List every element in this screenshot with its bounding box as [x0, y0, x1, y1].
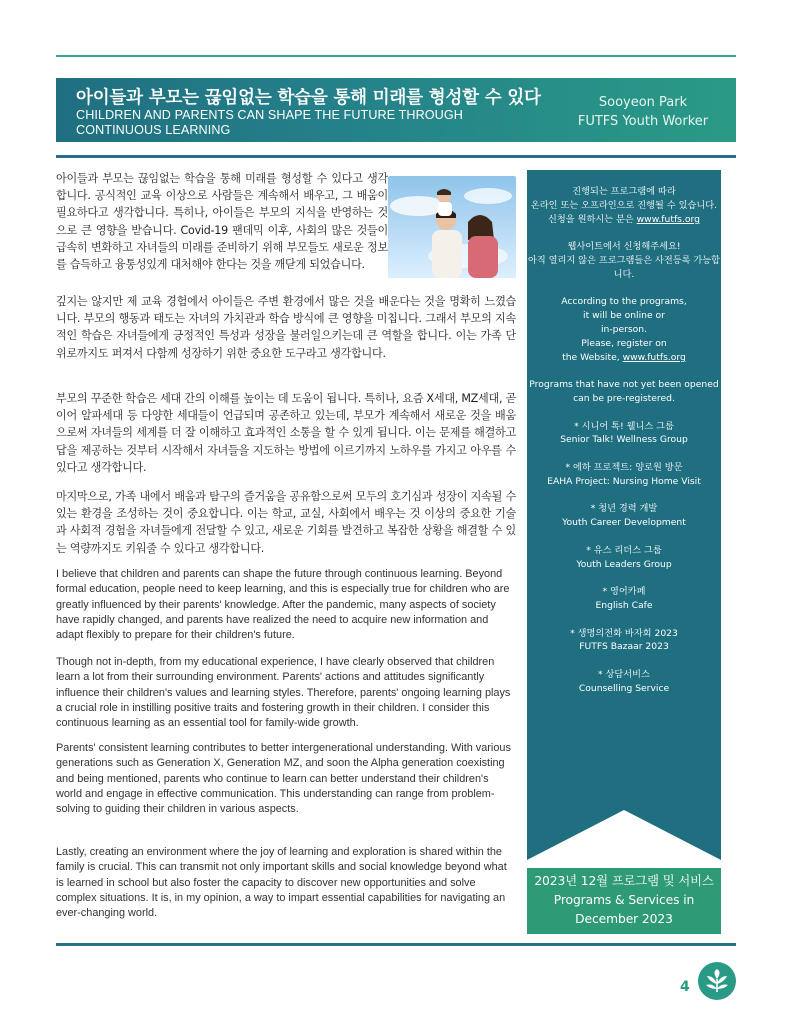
program-en: FUTFS Bazaar 2023	[579, 641, 669, 653]
notice-en-line-4: Please, register on	[581, 337, 667, 349]
program-kr: * 영어카페	[602, 586, 646, 598]
program-item	[527, 668, 721, 696]
notice-kr-line-3	[527, 213, 721, 227]
program-item	[527, 420, 721, 448]
notice-kr-line-2: 온라인 또는 오프라인으로 진행될 수 있습니다.	[530, 199, 718, 211]
program-en: Youth Leaders Group	[576, 558, 672, 570]
notice-en-line-3: in-person.	[600, 323, 648, 335]
notice-en-line-1: According to the programs,	[561, 296, 687, 308]
english-paragraph-4: Lastly, creating an environment where the joy of learning and exploration is shared within the family is crucial. This can transmit not only important skills and social knowledge beyond what is learned in school but also foster the capacity to discover new opportunities and solve complex situations. It is, in my opinion, a way to impart essential capabilities for navigating an ever-changing world.	[56, 846, 507, 920]
december-programs-box: 2023년 12월 프로그램 및 서비스 Programs & Services in December 2023	[527, 868, 721, 934]
english-paragraph-3: Parents' consistent learning contributes to better intergenerational understanding. With various generations such as Generation X, Generation MZ, and soon the Alpha generation coexisting and being mentioned, parents who continue to learn can better understand their children's world and engage in effective communication. This understanding can range from problem-solving to guiding their children in various aspects.	[56, 742, 511, 816]
korean-paragraph-3: 부모의 꾸준한 학습은 세대 간의 이해를 높이는 데 도움이 됩니다. 특히나, 요즘 X세대, MZ세대, 곧이어 알파세대 등 다양한 세대들이 언급되며 공존하고 있는데, 부모가 계속해서 새로운 것을 배움으로써 자녀들의 세계를 더 잘 이해하고 효과적인 소통을 할 수 있게 됩니다. 이는 문제를 해결하고 답을 제공하는 것부터 시작해서 자녀들을 지도하는 방법에 이르기까지 노하우를 가지고 아우를 수 있다고 생각합니다.	[56, 392, 516, 474]
korean-title: 아이들과 부모는 끊임없는 학습을 통해 미래를 형성할 수 있다	[76, 88, 541, 108]
program-item	[527, 585, 721, 613]
notice-preregister: Programs that have not yet been opened can be pre-registered.	[529, 379, 719, 404]
author-block	[568, 93, 718, 131]
program-kr: * 청년 경력 개발	[590, 503, 658, 515]
header-divider	[56, 155, 736, 158]
notice-en-line-2: it will be online or	[583, 310, 665, 322]
english-title	[76, 108, 516, 138]
family-photo	[388, 176, 516, 278]
website-link-en[interactable]: www.futfs.org	[622, 351, 686, 363]
english-title-line-1: CHILDREN AND PARENTS CAN SHAPE THE FUTURE THROUGH	[76, 108, 463, 122]
futfs-leaf-logo-icon	[698, 962, 736, 1000]
author-name: Sooyeon Park	[598, 95, 688, 110]
notice-korean	[527, 185, 721, 226]
program-en: English Cafe	[595, 599, 653, 611]
notice-kr-line-5: 아직 열리지 않은 프로그램들은 사전등록 가능합니다.	[527, 254, 721, 280]
program-item	[527, 502, 721, 530]
korean-paragraph-4: 마지막으로, 가족 내에서 배움과 탐구의 즐거움을 공유함으로써 모두의 호기심과 성장이 지속될 수 있는 환경을 조성하는 것이 중요합니다. 이는 학교, 교실, 사회에서 배우는 것 이상의 중요한 기술과 사회적 경험을 자녀들에게 전달할 수 있고, 새로운 기회를 발견하고 복잡한 상황을 해결할 수 있는 역량까지도 키워줄 수 있다고 생각합니다.	[56, 490, 516, 555]
notice-english	[527, 295, 721, 364]
program-item	[527, 627, 721, 655]
family-photo-illustration	[388, 176, 516, 278]
sidebar-content	[527, 185, 721, 709]
notice-kr-line-1: 진행되는 프로그램에 따라	[572, 186, 676, 197]
program-en: EAHA Project: Nursing Home Visit	[547, 475, 701, 487]
program-kr: * 시니어 톡! 웰니스 그룹	[574, 420, 674, 432]
program-en: Senior Talk! Wellness Group	[560, 434, 688, 446]
page-number: 4	[680, 979, 690, 995]
program-item	[527, 461, 721, 489]
notice-en-line-5	[527, 351, 721, 365]
korean-paragraph-2: 깊지는 않지만 제 교육 경험에서 아이들은 주변 환경에서 많은 것을 배운다는 것을 명확히 느꼈습니다. 부모의 행동과 태도는 자녀의 가치관과 학습 방식에 큰 영향을 미칩니다. 그래서 부모의 지속적인 학습은 자녀들에게 긍정적인 특성과 성장을 불러일으키는데 큰 역할을 합니다. 이는 가족 단위로까지도 퍼져서 다함께 성장하기 위한 중요한 도구라고 생각합니다.	[56, 295, 516, 360]
author-role: FUTFS Youth Worker	[577, 114, 709, 129]
program-kr: * 생명의전화 바자회 2023	[570, 627, 678, 639]
notice-en-website-label: the Website,	[562, 351, 620, 363]
program-item	[527, 544, 721, 572]
footer-rule	[56, 943, 736, 946]
english-paragraph-1: I believe that children and parents can shape the future through continuous learning. Beyond formal education, people need to keep learning, and this is especially true for children who are greatly influenced by their parents' knowledge. After the pandemic, many aspects of society have rapidly changed, and parents have realized the need to acquire new information and adapt flexibly to prepare for their children's future.	[56, 568, 510, 642]
english-title-line-2: CONTINUOUS LEARNING	[76, 123, 231, 137]
notice-korean-2	[527, 240, 721, 281]
program-kr: * 유스 리더스 그룹	[586, 544, 662, 556]
korean-paragraph-1: 아이들과 부모는 끊임없는 학습을 통해 미래를 형성할 수 있다고 생각합니다. 공식적인 교육 이상으로 사람들은 계속해서 배우고, 그 배움이 필요하다고 생각합니다. 특히나, 아이들은 부모의 지식을 반영하는 것으로 큰 영향을 받습니다. Covid-19 팬데믹 이후, 사회의 많은 것들이 급속히 변화하고 자녀들의 미래를 준비하기 위해 부모들도 새로운 정보를 습득하고 융통성있게 대처해야 한다는 것을 깨닫게 되었습니다.	[56, 172, 388, 272]
program-sidebar	[527, 170, 721, 860]
program-kr: * 상담서비스	[598, 668, 650, 680]
english-paragraph-2: Though not in-depth, from my educational experience, I have clearly observed that children learn a lot from their surrounding environment. Parents' actions and attitudes significantly influence their children's values and learning styles. Therefore, parents' ongoing learning plays a crucial role in instilling positive traits and fostering growth in their children. I consider this continuous learning as an essential tool for family-wide growth.	[56, 656, 511, 730]
notice-kr-register: 신청을 원하시는 분은	[548, 213, 634, 225]
notice-kr-line-4: 웹사이트에서 신청해주세요!	[567, 241, 681, 253]
program-en: Youth Career Development	[562, 517, 686, 529]
program-en: Counselling Service	[578, 682, 670, 694]
header-banner	[56, 78, 736, 142]
program-kr: * 에하 프로젝트: 양로원 방문	[565, 461, 683, 473]
website-link-kr[interactable]: www.futfs.org	[636, 213, 700, 225]
top-rule	[56, 55, 736, 57]
